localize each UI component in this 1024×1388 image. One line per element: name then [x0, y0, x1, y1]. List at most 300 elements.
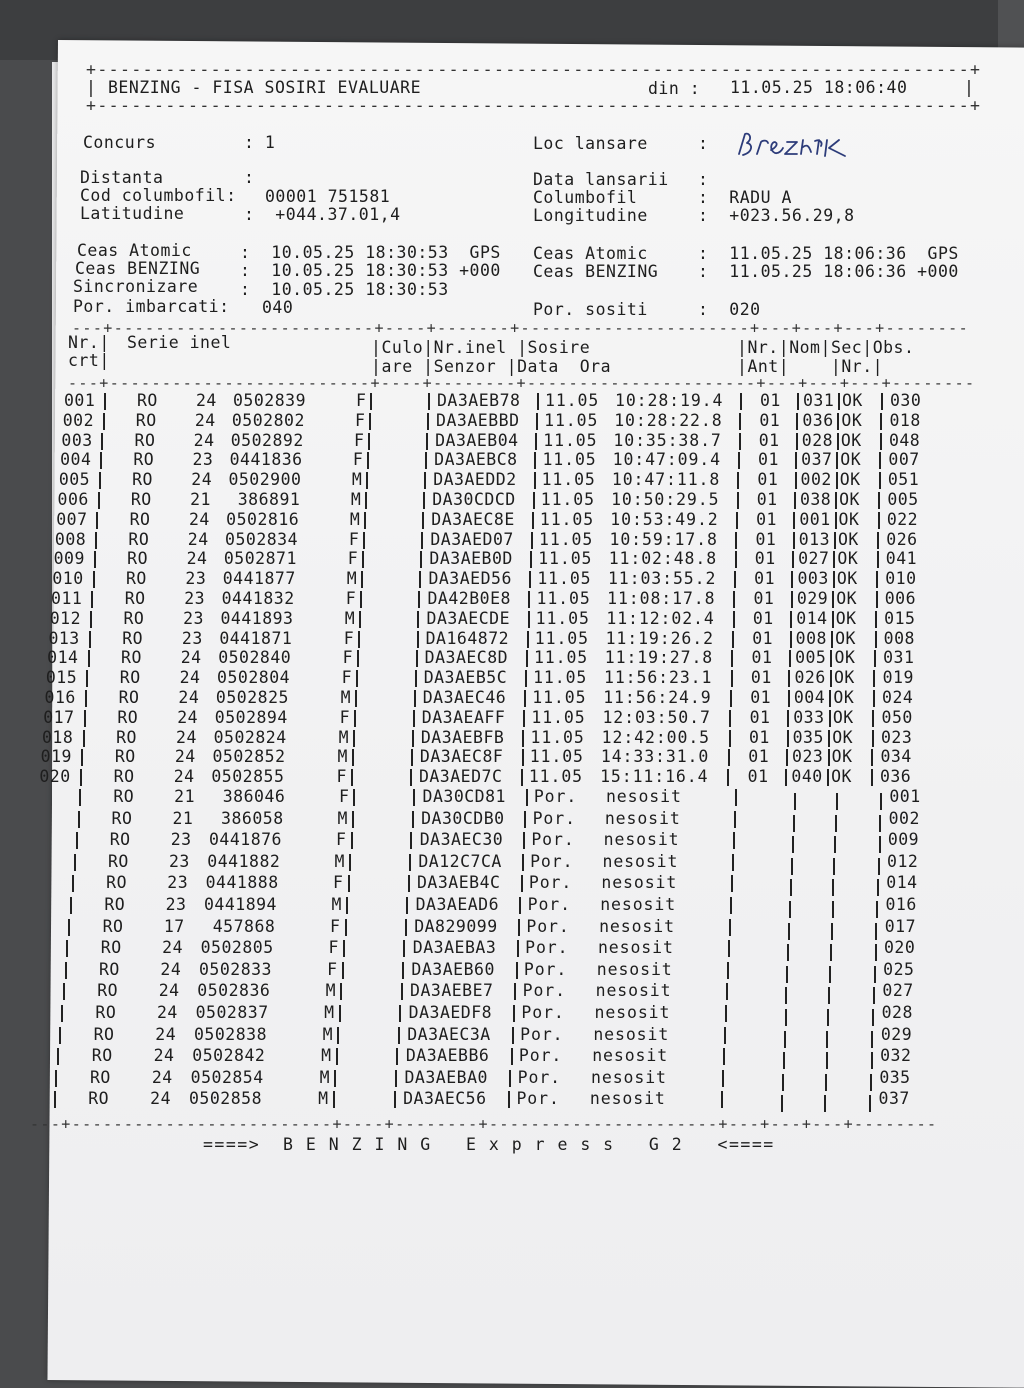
column-separator	[362, 551, 364, 568]
cell-sec: OK	[831, 747, 853, 767]
cell-sex: M	[350, 490, 362, 509]
column-separator	[511, 1048, 513, 1065]
column-separator	[419, 571, 421, 588]
cell-ant: 01	[752, 628, 774, 648]
cell-obs: 012	[887, 851, 919, 871]
cell-obs: 025	[883, 959, 915, 979]
cell-ora: nesosit	[594, 1003, 671, 1022]
column-separator	[409, 854, 411, 871]
column-separator	[78, 811, 80, 828]
column-separator	[832, 611, 834, 628]
cell-sec: OK	[839, 490, 860, 509]
cell-senzor: DA3AEAFF	[421, 707, 506, 727]
loc-lansare-label: Loc lansare	[533, 134, 648, 153]
cell-sec: OK	[837, 529, 859, 549]
cell-tara: RO	[137, 391, 158, 410]
col-crt-label: crt|	[68, 351, 110, 370]
cell-inel: 0502805	[200, 938, 274, 958]
cell-obs: 009	[887, 830, 920, 850]
cell-tara: RO	[109, 830, 131, 850]
column-separator	[795, 452, 797, 469]
column-separator	[405, 919, 407, 936]
cell-obs: 019	[882, 668, 914, 688]
loc-lansare-sep: :	[698, 134, 709, 153]
column-separator	[740, 393, 742, 410]
column-separator	[402, 962, 404, 979]
cell-ant: 01	[756, 490, 778, 509]
cell-senzor: DA3AEB5C	[423, 668, 508, 688]
cell-inel: 0441871	[219, 628, 293, 648]
cell-an: 24	[180, 648, 202, 668]
cell-nom: 005	[795, 648, 827, 668]
column-separator	[70, 897, 72, 914]
cell-tara: RO	[107, 851, 129, 871]
report-datetime: 11.05.25 18:06:40	[730, 78, 908, 97]
column-separator	[524, 690, 526, 707]
cell-data: 11.05	[542, 450, 597, 470]
column-separator	[523, 832, 525, 849]
cell-senzor: DA3AEC3A	[407, 1024, 491, 1044]
cell-data: Por.	[533, 787, 578, 806]
cell-an: 23	[192, 450, 214, 470]
cell-nr: 015	[45, 668, 78, 688]
cell-inel: 0441832	[221, 589, 295, 608]
cell-inel: 0502871	[223, 549, 297, 569]
cell-an: 17	[163, 916, 185, 936]
column-separator	[826, 1031, 828, 1048]
column-separator	[529, 571, 531, 588]
cell-ora: 11:19:26.2	[605, 628, 714, 648]
column-separator	[535, 433, 537, 450]
cell-an: 24	[191, 470, 213, 490]
cell-tara: RO	[95, 1003, 117, 1022]
column-separator	[731, 650, 733, 667]
column-separator	[838, 393, 840, 410]
column-separator	[880, 413, 882, 430]
cell-data: 11.05	[543, 430, 598, 450]
cell-obs: 015	[884, 608, 916, 628]
column-separator	[89, 631, 91, 648]
data-lansarii-value: :	[698, 170, 709, 189]
cell-obs: 014	[886, 873, 918, 893]
cell-senzor: DA3AECDE	[426, 608, 511, 628]
cell-nr: 012	[49, 608, 82, 628]
cell-an: 21	[174, 787, 196, 806]
cell-senzor: DA3AEB04	[435, 430, 519, 450]
cell-ora: 10:50:29.5	[611, 490, 720, 509]
cell-data: Por.	[528, 873, 573, 893]
column-separator	[81, 749, 83, 766]
column-separator	[356, 670, 358, 687]
column-separator	[59, 1027, 61, 1044]
column-separator	[875, 923, 877, 940]
column-separator	[519, 897, 521, 914]
column-separator	[411, 749, 413, 766]
cell-data: Por.	[523, 959, 568, 979]
column-separator	[342, 962, 344, 979]
column-separator	[418, 591, 420, 608]
column-separator	[528, 591, 530, 608]
column-separator	[739, 433, 741, 450]
cell-tara: RO	[124, 589, 146, 608]
cell-data: Por.	[525, 938, 569, 958]
cell-an: 24	[187, 529, 209, 549]
cell-ora: nesosit	[595, 981, 672, 1001]
cell-ora: 11:12:02.4	[606, 608, 715, 628]
latitudine-value: : +044.37.01,4	[244, 205, 401, 224]
cell-an: 23	[185, 569, 207, 589]
cell-an: 23	[165, 895, 187, 914]
column-separator	[340, 983, 342, 1000]
column-separator	[410, 832, 412, 849]
cell-ora: 10:47:11.8	[611, 470, 721, 490]
cell-senzor: DA3AEAD6	[415, 895, 500, 914]
column-separator	[830, 650, 832, 667]
column-separator	[729, 919, 731, 936]
column-separator	[793, 512, 795, 529]
cell-obs: 035	[879, 1067, 911, 1087]
cell-sec: OK	[840, 430, 862, 450]
col-culo-label: |Culo|Nr.inel |Sosire	[371, 338, 591, 357]
cell-ant: 01	[748, 727, 770, 747]
column-separator	[739, 413, 741, 430]
cell-sec: OK	[834, 648, 856, 668]
cell-sex: M	[322, 1024, 333, 1044]
cell-data: 11.05	[536, 589, 591, 608]
column-separator	[785, 769, 787, 786]
cell-sex: F	[327, 959, 338, 979]
column-separator	[723, 1048, 725, 1065]
cell-nr: 009	[53, 549, 85, 569]
cell-inel: 0441836	[229, 450, 303, 470]
cell-an: 24	[196, 391, 217, 410]
cell-tara: RO	[119, 668, 141, 688]
column-separator	[345, 919, 347, 936]
cell-ora: nesosit	[605, 787, 682, 806]
column-separator	[99, 472, 101, 489]
cell-inel: 0502837	[195, 1003, 269, 1022]
cell-data: 11.05	[528, 767, 584, 787]
column-separator	[879, 815, 881, 832]
column-separator	[872, 1009, 874, 1026]
cell-inel: 0502894	[214, 707, 288, 727]
column-separator	[733, 611, 735, 628]
cell-an: 24	[193, 430, 215, 450]
table-header-border-bottom: ---+-------------------------+----+--------+----------------------+---+---+---+--------	[68, 374, 976, 392]
column-separator	[343, 940, 345, 957]
column-separator	[355, 690, 357, 707]
cell-an: 24	[150, 1089, 172, 1109]
por-sositi-label: Por. sositi	[533, 300, 648, 319]
cell-inel: 0441893	[220, 608, 294, 628]
cell-an: 24	[194, 410, 216, 430]
column-separator	[420, 551, 422, 568]
column-separator	[525, 670, 527, 687]
cell-sex: M	[337, 747, 348, 767]
cell-nom: 031	[803, 391, 835, 410]
cell-inel: 0502833	[198, 959, 272, 979]
cell-tara: RO	[130, 490, 152, 509]
cell-nom: 013	[798, 529, 831, 549]
column-separator	[785, 987, 787, 1004]
sincronizare-value: : 10.05.25 18:30:53	[240, 280, 449, 299]
cell-tara: RO	[100, 938, 122, 958]
column-separator	[796, 433, 798, 450]
cell-ora: nesosit	[592, 1046, 669, 1066]
column-separator	[536, 413, 538, 430]
cell-sex: F	[352, 450, 364, 470]
cell-senzor: DA3AEB60	[411, 959, 495, 979]
cell-obs: 028	[881, 1003, 913, 1022]
cell-senzor: DA3AEDD2	[433, 470, 517, 490]
column-separator	[399, 1005, 401, 1022]
cell-ant: 01	[756, 509, 777, 529]
cell-inel: 386058	[210, 808, 284, 828]
cell-sex: M	[351, 470, 363, 490]
cell-sec: OK	[833, 688, 855, 707]
cell-ora: 15:11:16.4	[600, 767, 709, 787]
column-separator	[877, 879, 879, 896]
column-separator	[824, 1095, 826, 1112]
cell-ora: 11:19:27.8	[604, 648, 714, 668]
cell-senzor: DA3AEB0D	[429, 549, 513, 569]
cell-inel: 0502802	[231, 410, 305, 430]
column-separator	[729, 710, 731, 727]
column-separator	[834, 532, 836, 549]
loc-lansare-handwriting	[735, 128, 875, 164]
cell-nom: 036	[802, 410, 834, 430]
cell-an: 24	[153, 1046, 175, 1066]
cell-nom: 029	[796, 589, 829, 608]
cell-data: 11.05	[541, 470, 596, 490]
column-separator	[353, 789, 355, 806]
column-separator	[80, 769, 82, 786]
column-separator	[76, 832, 78, 849]
column-separator	[428, 393, 430, 410]
cell-an: 23	[170, 830, 192, 850]
column-separator	[735, 789, 737, 806]
column-separator	[831, 923, 833, 940]
cell-sec: OK	[840, 450, 862, 470]
column-separator	[731, 670, 733, 687]
column-separator	[533, 492, 535, 509]
report-title: BENZING - FISA SOSIRI EVALUARE	[108, 78, 422, 97]
cell-nom: 033	[793, 707, 825, 727]
column-separator	[54, 1091, 56, 1108]
cell-inel: 0502852	[212, 747, 286, 767]
column-separator	[523, 710, 525, 727]
cell-ora: 10:28:22.8	[614, 410, 723, 430]
cell-an: 24	[179, 668, 201, 688]
column-separator	[827, 1009, 829, 1026]
column-separator	[879, 452, 881, 469]
column-separator	[878, 858, 880, 875]
ceas-atomic-2-value: : 11.05.25 18:06:36 GPS	[698, 244, 959, 263]
cell-ant: 01	[747, 767, 769, 787]
cell-ora: 14:33:31.0	[600, 747, 710, 767]
column-separator	[829, 690, 831, 707]
column-separator	[68, 919, 70, 936]
cell-tara: RO	[122, 628, 144, 648]
column-separator	[427, 413, 429, 430]
cell-ant: 01	[758, 430, 780, 450]
data-lansarii-label: Data lansarii	[533, 170, 669, 189]
column-separator	[339, 1005, 341, 1022]
column-separator	[872, 730, 874, 747]
cell-obs: 002	[888, 808, 920, 828]
cell-nr: 019	[40, 747, 72, 767]
column-separator	[788, 670, 790, 687]
cell-an: 24	[188, 509, 210, 529]
cell-tara: RO	[135, 410, 157, 430]
column-separator	[788, 923, 790, 940]
column-separator	[785, 1009, 787, 1026]
column-separator	[833, 551, 835, 568]
cell-nr: 014	[47, 648, 79, 668]
column-separator	[79, 789, 81, 806]
column-separator	[730, 690, 732, 707]
cell-senzor: DA3AEBB6	[405, 1046, 490, 1066]
column-separator	[829, 966, 831, 983]
cell-data: 11.05	[540, 490, 595, 509]
cell-inel: 0502804	[217, 668, 291, 688]
column-separator	[412, 730, 414, 747]
cell-ora: 11:56:24.9	[603, 688, 712, 707]
column-separator	[358, 631, 360, 648]
column-separator	[734, 811, 736, 828]
cell-an: 24	[177, 707, 199, 727]
ceas-benzing-label: Ceas BENZING	[75, 259, 201, 278]
cell-nom: 008	[795, 628, 827, 648]
column-separator	[93, 571, 95, 588]
cell-inel: 0502825	[215, 688, 289, 707]
column-separator	[733, 832, 735, 849]
cell-sex: F	[345, 589, 357, 608]
cell-ant: 01	[750, 688, 772, 707]
column-separator	[787, 944, 789, 961]
cell-inel: 0502836	[197, 981, 271, 1001]
column-separator	[95, 532, 97, 549]
cell-sex: F	[347, 549, 359, 569]
cell-inel: 0502855	[211, 767, 285, 787]
cell-an: 21	[190, 490, 211, 509]
cell-ant: 01	[753, 589, 775, 608]
col-are-label: |are |Senzor |Data Ora	[371, 357, 612, 376]
column-separator	[61, 1005, 63, 1022]
cell-sex: M	[340, 688, 352, 707]
cell-senzor: DA3AEC8D	[424, 648, 509, 668]
cell-sex: F	[342, 648, 354, 668]
cell-senzor: DA42B0E8	[427, 589, 511, 608]
cell-inel: 0441882	[207, 851, 281, 871]
cell-sec: OK	[838, 509, 860, 529]
cell-obs: 030	[890, 391, 922, 410]
cell-sex: F	[356, 391, 367, 410]
column-separator	[872, 710, 874, 727]
cell-data: 11.05	[535, 608, 590, 628]
cell-obs: 007	[888, 450, 920, 470]
cell-senzor: DA3AEBA3	[412, 938, 497, 958]
column-separator	[795, 472, 797, 489]
footer-banner: ====> B E N Z I N G E x p r e s s G 2 <====	[203, 1135, 775, 1154]
cell-an: 24	[160, 959, 182, 979]
column-separator	[878, 492, 880, 509]
concurs-value: : 1	[244, 133, 276, 152]
col-ant-label: |Ant| |Nr.|	[737, 357, 884, 376]
cell-sex: M	[331, 895, 342, 914]
cell-ora: 10:53:49.2	[610, 509, 719, 529]
column-separator	[874, 966, 876, 983]
column-separator	[725, 1005, 727, 1022]
cell-sec: OK	[833, 668, 855, 688]
table-header-border-top: ---+-------------------------+----+-------+----------------------+---+---+---+--------	[72, 319, 970, 337]
cell-an: 24	[174, 747, 196, 767]
column-separator	[63, 983, 65, 1000]
column-separator	[737, 492, 739, 509]
column-separator	[836, 793, 838, 810]
column-separator	[875, 944, 877, 961]
cell-an: 23	[183, 608, 204, 628]
column-separator	[876, 591, 878, 608]
cell-sec: OK	[835, 628, 856, 648]
por-sositi-value: : 020	[698, 300, 761, 319]
cell-data: 11.05	[538, 549, 593, 569]
cell-data: 11.05	[537, 569, 592, 589]
column-separator	[363, 532, 365, 549]
column-separator	[876, 571, 878, 588]
column-separator	[796, 413, 798, 430]
cell-data: Por.	[518, 1046, 563, 1066]
cell-senzor: DA3AEBFB	[420, 727, 505, 747]
column-separator	[737, 472, 739, 489]
distanta-value: :	[244, 168, 255, 187]
cell-sex: M	[349, 509, 361, 529]
column-separator	[828, 987, 830, 1004]
column-separator	[412, 811, 414, 828]
column-separator	[727, 769, 729, 786]
column-separator	[351, 769, 353, 786]
cell-sec: OK	[842, 391, 863, 410]
column-separator	[791, 858, 793, 875]
cell-ant: 01	[759, 410, 781, 430]
cell-an: 24	[158, 981, 180, 1001]
column-separator	[514, 983, 516, 1000]
latitudine-label: Latitudine	[80, 204, 185, 223]
cell-inel: 0441877	[222, 569, 296, 589]
cell-sex: F	[341, 668, 353, 688]
cell-nom: 027	[798, 549, 830, 569]
column-separator	[875, 611, 877, 628]
cell-an: 24	[178, 688, 200, 707]
cell-obs: 031	[883, 648, 915, 668]
cell-ora: 12:42:00.5	[601, 727, 710, 747]
column-separator	[346, 897, 348, 914]
column-separator	[534, 452, 536, 469]
column-separator	[869, 1095, 871, 1112]
cell-sex: M	[319, 1067, 330, 1087]
cell-senzor: DA30CDB0	[421, 808, 505, 828]
cell-senzor: DA3AEB4C	[416, 873, 501, 893]
cell-an: 23	[169, 851, 190, 871]
column-separator	[837, 413, 839, 430]
cell-an: 24	[151, 1067, 173, 1087]
cell-senzor: DA3AEBE7	[410, 981, 494, 1001]
column-separator	[837, 433, 839, 450]
cell-data: 11.05	[529, 747, 584, 767]
column-separator	[836, 472, 838, 489]
column-separator	[370, 393, 372, 410]
cell-inel: 457868	[202, 916, 276, 936]
